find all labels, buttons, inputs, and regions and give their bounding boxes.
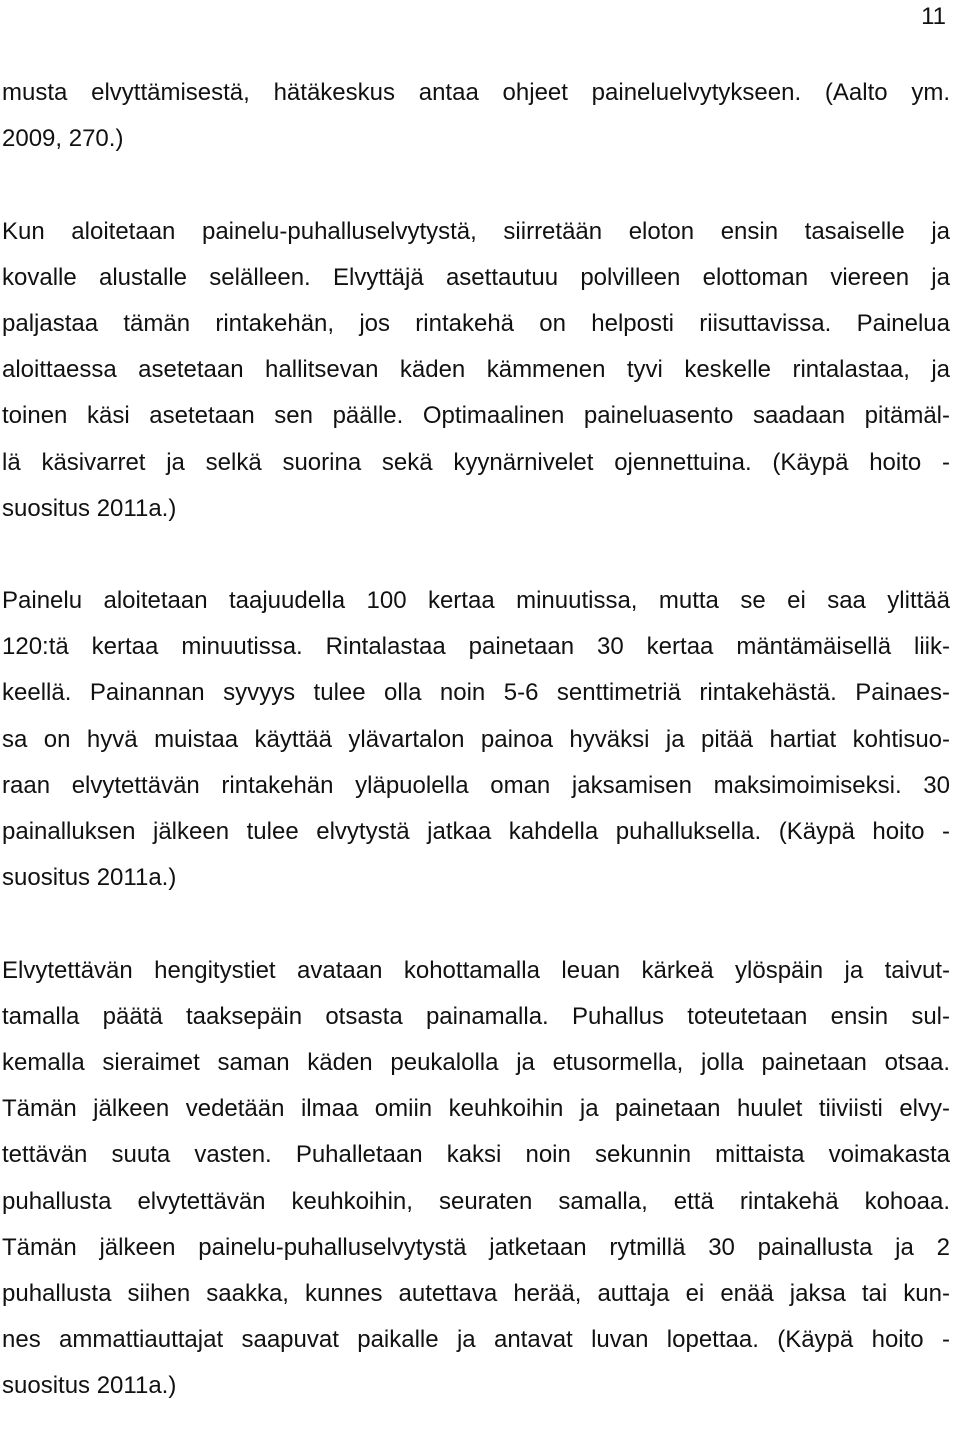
text-line: 2009, 270.) <box>2 125 124 153</box>
page-number: 11 <box>921 3 946 30</box>
text-line: painalluksen jälkeen tulee elvytystä jatkaa kahdella puhalluksella. (Käypä hoito - <box>2 818 950 845</box>
text-line: Elvytettävän hengitystiet avataan kohottamalla leuan kärkeä ylöspäin ja taivut- <box>2 956 950 984</box>
text-line: paljastaa tämän rintakehän, jos rintakehä on helposti riisuttavissa. Painelua <box>2 309 950 337</box>
text-line: musta elvyttämisestä, hätäkeskus antaa ohjeet paineluelvytykseen. (Aalto ym. <box>2 79 950 106</box>
text-line: tamalla päätä taaksepäin otsasta painamalla. Puhallus toteutetaan ensin sul- <box>2 1002 950 1030</box>
paragraph <box>2 948 950 1410</box>
text-line: puhallusta elvytettävän keuhkoihin, seuraten samalla, että rintakehä kohoaa. <box>2 1187 950 1215</box>
paragraph <box>2 70 950 162</box>
text-line: nes ammattiauttajat saapuvat paikalle ja antavat luvan lopettaa. (Käypä hoito - <box>2 1326 950 1354</box>
paragraph <box>2 209 950 532</box>
text-line: aloittaessa asetetaan hallitsevan käden kämmenen tyvi keskelle rintalastaa, ja <box>2 356 950 384</box>
text-line: keellä. Painannan syvyys tulee olla noin 5-6 senttimetriä rintakehästä. Painaes- <box>2 679 950 707</box>
text-line: tettävän suuta vasten. Puhalletaan kaksi noin sekunnin mittaista voimakasta <box>2 1141 950 1169</box>
text-line: toinen käsi asetetaan sen päälle. Optimaalinen paineluasento saadaan pitämäl- <box>2 402 950 430</box>
text-line: lä käsivarret ja selkä suorina sekä kyynärnivelet ojennettuina. (Käypä hoito - <box>2 448 950 476</box>
text-line: suositus 2011a.) <box>2 864 177 892</box>
text-line: Tämän jälkeen vedetään ilmaa omiin keuhkoihin ja painetaan huulet tiiviisti elvy- <box>2 1095 950 1123</box>
text-line: suositus 2011a.) <box>2 1372 177 1400</box>
text-line: kovalle alustalle selälleen. Elvyttäjä asettautuu polvilleen elottoman viereen ja <box>2 263 950 291</box>
text-line: raan elvytettävän rintakehän yläpuolella oman jaksamisen maksimoimiseksi. 30 <box>2 771 950 799</box>
text-line: 120:tä kertaa minuutissa. Rintalastaa painetaan 30 kertaa mäntämäisellä liik- <box>2 633 950 661</box>
text-line: Painelu aloitetaan taajuudella 100 kertaa minuutissa, mutta se ei saa ylittää <box>2 587 950 615</box>
document-body <box>2 70 950 1456</box>
text-line: kemalla sieraimet saman käden peukalolla ja etusormella, jolla painetaan otsaa. <box>2 1048 950 1076</box>
text-line: puhallusta siihen saakka, kunnes autettava herää, auttaja ei enää jaksa tai kun- <box>2 1279 950 1307</box>
text-line: Kun aloitetaan painelu-puhalluselvytystä, siirretään eloton ensin tasaiselle ja <box>2 217 950 245</box>
paragraph <box>2 578 950 901</box>
text-line: suositus 2011a.) <box>2 494 177 522</box>
text-line: sa on hyvä muistaa käyttää ylävartalon painoa hyväksi ja pitää hartiat kohtisuo- <box>2 725 950 753</box>
text-line: Tämän jälkeen painelu-puhalluselvytystä jatketaan rytmillä 30 painallusta ja 2 <box>2 1233 950 1261</box>
